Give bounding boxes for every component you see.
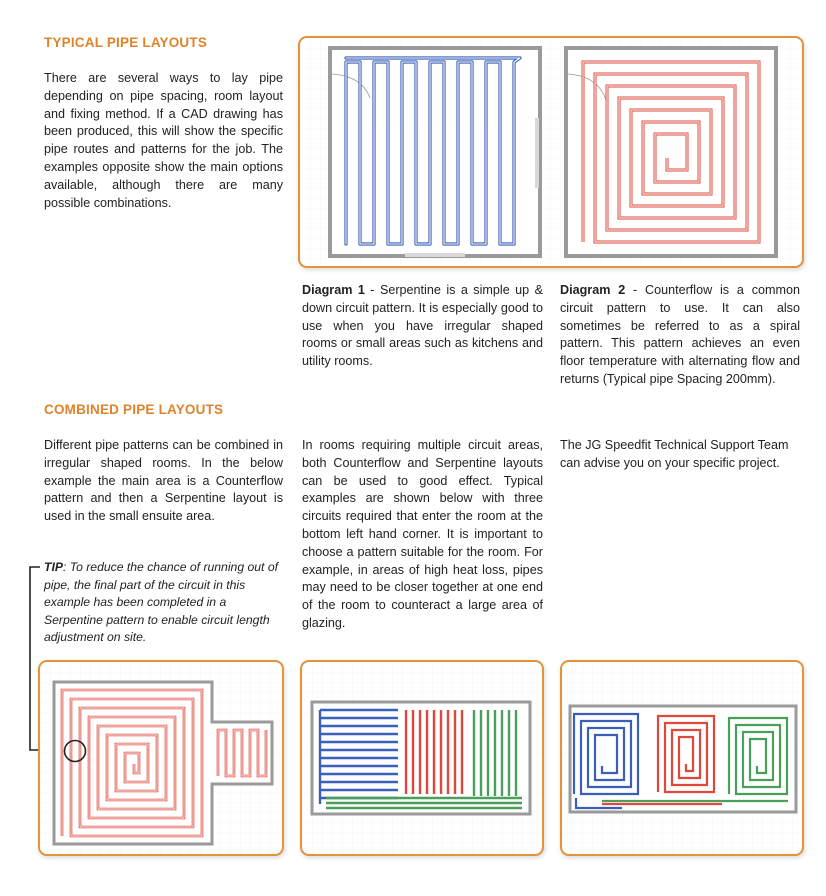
combined-example-1 (38, 660, 284, 856)
typical-diagrams-svg (300, 38, 802, 266)
diagram2-room (566, 48, 776, 256)
diagram2-title: Diagram 2 (560, 283, 626, 297)
combined-example-3-svg (562, 662, 802, 854)
tip-label: TIP (44, 560, 63, 574)
diagram1-room (330, 48, 540, 257)
combined-example-3 (560, 660, 804, 856)
combined-heading: COMBINED PIPE LAYOUTS (44, 402, 224, 417)
combined-example-2 (300, 660, 544, 856)
typical-heading: TYPICAL PIPE LAYOUTS (44, 35, 208, 50)
typical-diagrams-panel (298, 36, 804, 268)
combined-example-1-svg (40, 662, 282, 854)
combined-example-2-svg (302, 662, 542, 854)
diagram2-text: - Counterflow is a common circuit pattern to use. It can also sometimes be referred to as a spiral pattern. This pattern achieves an even floor temperature with alternating flow and returns (Typical pipe Spacing 200mm). (560, 283, 800, 386)
diagram1-caption (302, 282, 543, 371)
diagram1-text: - Serpentine is a simple up & down circuit pattern. It is especially good to use when you have irregular shaped rooms or small areas such as kitchens and utility rooms. (302, 283, 544, 369)
diagram2-caption (560, 282, 800, 389)
combined-col3: The JG Speedfit Technical Support Team can advise you on your specific project. (560, 438, 789, 470)
diagram1-title: Diagram 1 (302, 283, 365, 297)
tip-text: : To reduce the chance of running out of pipe, the final part of the circuit in this example has been completed in a Serpentine pattern to enable circuit length adjustment on site. (44, 560, 278, 645)
combined-col2: In rooms requiring multiple circuit areas, both Counterflow and Serpentine layouts can be used to good effect. Typical examples are shown below with three circuits required that enter the room at the bottom left hand corner. It is important to choose a pattern suitable for the room. For example, in areas of high heat loss, pipes may need to be closer together at one end of the room to counteract a large area of glazing. (302, 438, 543, 630)
typical-intro: There are several ways to lay pipe depending on pipe spacing, room layout and fixing method. If a CAD drawing has been produced, this will show the specific pipe routes and patterns for the job. The examples opposite show the main options available, although there are many possible combinations. (44, 71, 283, 210)
combined-col1: Different pipe patterns can be combined in irregular shaped rooms. In the below example the main area is a Counterflow pattern and then a Serpentine layout is used in the small ensuite area. (44, 438, 283, 524)
